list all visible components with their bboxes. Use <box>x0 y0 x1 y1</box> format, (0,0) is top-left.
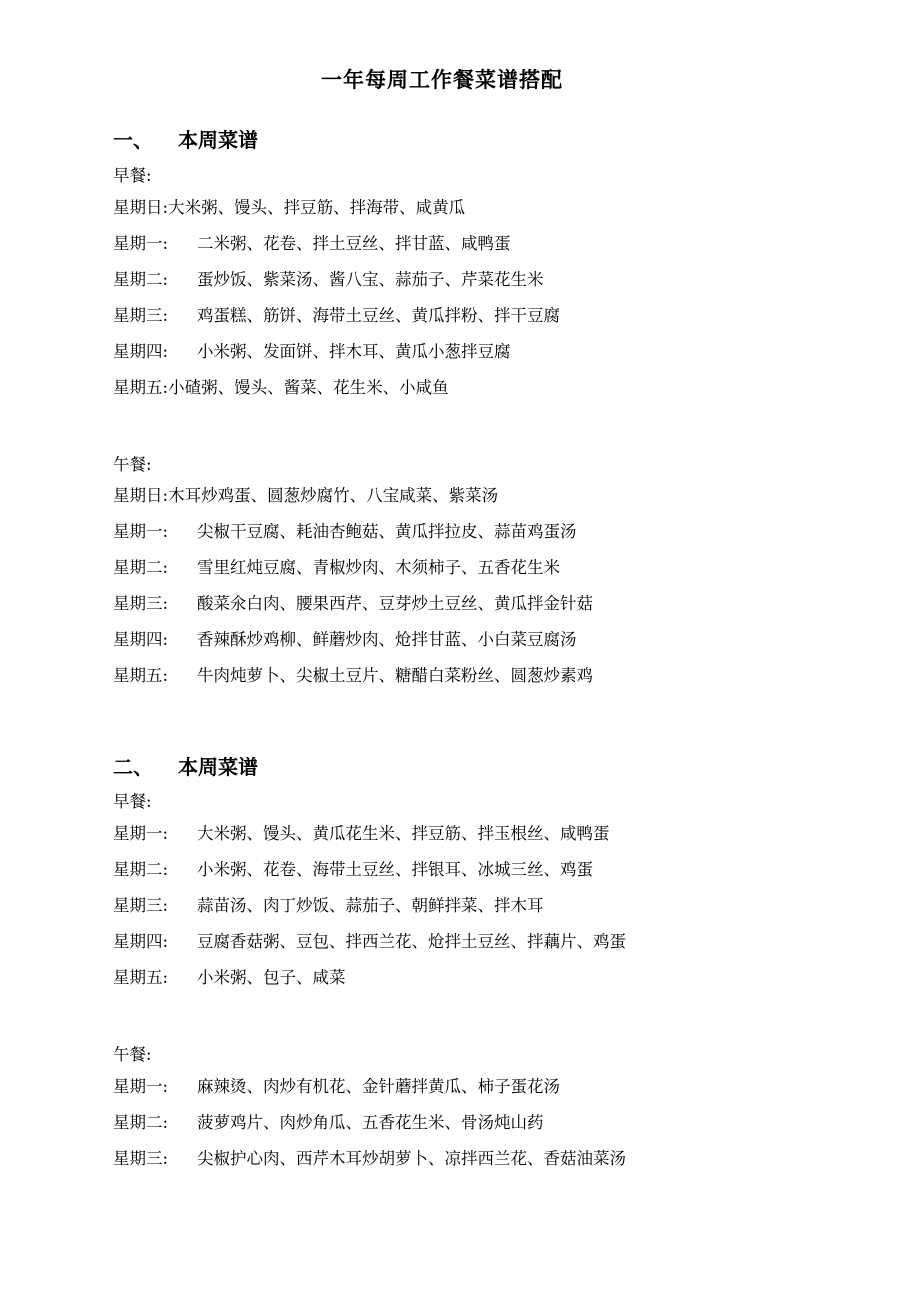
day-label: 星期三: <box>113 896 169 915</box>
day-label: 星期四: <box>113 630 169 649</box>
dishes-text: 小米粥、包子、咸菜 <box>197 968 346 987</box>
dishes-text: 小米粥、花卷、海带土豆丝、拌银耳、冰城三丝、鸡蛋 <box>197 860 593 879</box>
menu-line <box>113 197 465 219</box>
menu-line <box>113 269 544 291</box>
section-title: 本周菜谱 <box>178 128 258 152</box>
section-title: 本周菜谱 <box>178 755 258 779</box>
menu-line <box>113 1148 626 1170</box>
menu-line <box>113 629 577 651</box>
menu-line <box>113 341 511 363</box>
section-number: 一、 <box>113 128 153 152</box>
day-label: 星期四: <box>113 342 169 361</box>
dishes-text: 菠萝鸡片、肉炒角瓜、五香花生米、骨汤炖山药 <box>197 1113 544 1132</box>
dishes-text: 香辣酥炒鸡柳、鲜蘑炒肉、炝拌甘蓝、小白菜豆腐汤 <box>197 630 577 649</box>
dishes-text: 大米粥、馒头、拌豆筋、拌海带、咸黄瓜 <box>168 198 466 217</box>
dishes-text: 蒜苗汤、肉丁炒饭、蒜茄子、朝鲜拌菜、拌木耳 <box>197 896 544 915</box>
section-number: 二、 <box>113 755 153 779</box>
menu-line <box>113 665 593 687</box>
dishes-text: 牛肉炖萝卜、尖椒土豆片、糖醋白菜粉丝、圆葱炒素鸡 <box>197 666 593 685</box>
menu-line <box>113 931 626 953</box>
dishes-text: 麻辣烫、肉炒有机花、金针蘑拌黄瓜、柿子蛋花汤 <box>197 1077 560 1096</box>
day-label: 星期日: <box>113 198 169 217</box>
section-heading <box>113 751 258 780</box>
menu-line <box>113 1112 544 1134</box>
day-label: 星期二: <box>113 558 169 577</box>
day-label: 星期三: <box>113 594 169 613</box>
dishes-text: 蛋炒饭、紫菜汤、酱八宝、蒜茄子、芹菜花生米 <box>197 270 544 289</box>
day-label: 星期一: <box>113 522 169 541</box>
menu-line <box>113 967 346 989</box>
breakfast-label: 早餐: <box>113 792 152 811</box>
day-label: 星期五: <box>113 666 169 685</box>
dishes-text: 豆腐香菇粥、豆包、拌西兰花、炝拌土豆丝、拌藕片、鸡蛋 <box>197 932 626 951</box>
menu-line <box>113 233 511 255</box>
menu-line <box>113 859 593 881</box>
day-label: 星期一: <box>113 824 169 843</box>
menu-line <box>113 823 610 845</box>
dishes-text: 小米粥、发面饼、拌木耳、黄瓜小葱拌豆腐 <box>197 342 511 361</box>
menu-line <box>113 895 544 917</box>
dishes-text: 二米粥、花卷、拌土豆丝、拌甘蓝、咸鸭蛋 <box>197 234 511 253</box>
day-label: 星期五: <box>113 968 169 987</box>
day-label: 星期二: <box>113 860 169 879</box>
day-label: 星期一: <box>113 1077 169 1096</box>
day-label: 星期三: <box>113 1149 169 1168</box>
section-heading <box>113 124 258 153</box>
dishes-text: 雪里红炖豆腐、青椒炒肉、木须柿子、五香花生米 <box>197 558 560 577</box>
dishes-text: 尖椒干豆腐、耗油杏鲍菇、黄瓜拌拉皮、蒜苗鸡蛋汤 <box>197 522 577 541</box>
menu-line <box>113 1076 560 1098</box>
menu-line <box>113 305 560 327</box>
dishes-text: 鸡蛋糕、筋饼、海带土豆丝、黄瓜拌粉、拌干豆腐 <box>197 306 560 325</box>
menu-line <box>113 521 577 543</box>
lunch-label: 午餐: <box>113 1045 152 1064</box>
dishes-text: 尖椒护心肉、西芹木耳炒胡萝卜、凉拌西兰花、香菇油菜汤 <box>197 1149 626 1168</box>
day-label: 星期二: <box>113 270 169 289</box>
dishes-text: 木耳炒鸡蛋、圆葱炒腐竹、八宝咸菜、紫菜汤 <box>168 486 499 505</box>
dishes-text: 大米粥、馒头、黄瓜花生米、拌豆筋、拌玉根丝、咸鸭蛋 <box>197 824 610 843</box>
day-label: 星期一: <box>113 234 169 253</box>
menu-line <box>113 485 498 507</box>
page-title: 一年每周工作餐菜谱搭配 <box>321 67 563 92</box>
dishes-text: 小碴粥、馒头、酱菜、花生米、小咸鱼 <box>168 378 449 397</box>
menu-line <box>113 557 560 579</box>
day-label: 星期四: <box>113 932 169 951</box>
menu-line <box>113 593 593 615</box>
breakfast-label: 早餐: <box>113 166 152 185</box>
menu-line <box>113 377 449 399</box>
day-label: 星期三: <box>113 306 169 325</box>
lunch-label: 午餐: <box>113 455 152 474</box>
day-label: 星期五: <box>113 378 169 397</box>
day-label: 星期二: <box>113 1113 169 1132</box>
dishes-text: 酸菜氽白肉、腰果西芹、豆芽炒土豆丝、黄瓜拌金针菇 <box>197 594 593 613</box>
day-label: 星期日: <box>113 486 169 505</box>
